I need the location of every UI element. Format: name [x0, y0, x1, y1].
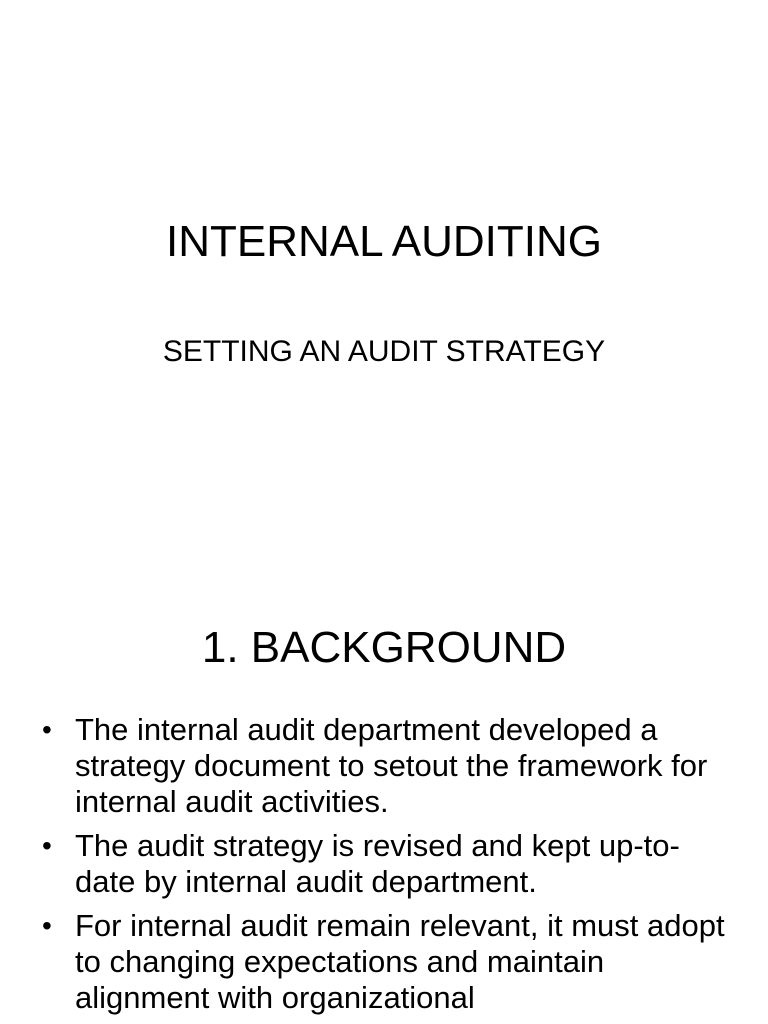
background-slide — [0, 576, 768, 1024]
slide-title: INTERNAL AUDITING — [166, 217, 602, 266]
slide-subtitle: SETTING AN AUDIT STRATEGY — [162, 335, 606, 368]
bullet-item — [40, 712, 740, 820]
bullet-text: The audit strategy is revised and kept up-to-date by internal audit department. — [75, 828, 680, 899]
section-heading: 1. BACKGROUND — [201, 623, 567, 672]
bullet-item — [40, 908, 740, 1016]
bullet-list — [40, 712, 740, 1024]
bullet-text: For internal audit remain relevant, it must adopt to changing expectations and maintain alignment with organizational — [75, 908, 725, 1015]
bullet-icon: • — [42, 910, 52, 941]
bullet-icon: • — [42, 714, 52, 745]
bullet-item — [40, 828, 740, 900]
bullet-text: The internal audit department developed a strategy document to setout the framework for internal audit activities. — [75, 712, 708, 819]
bullet-icon: • — [42, 830, 52, 861]
